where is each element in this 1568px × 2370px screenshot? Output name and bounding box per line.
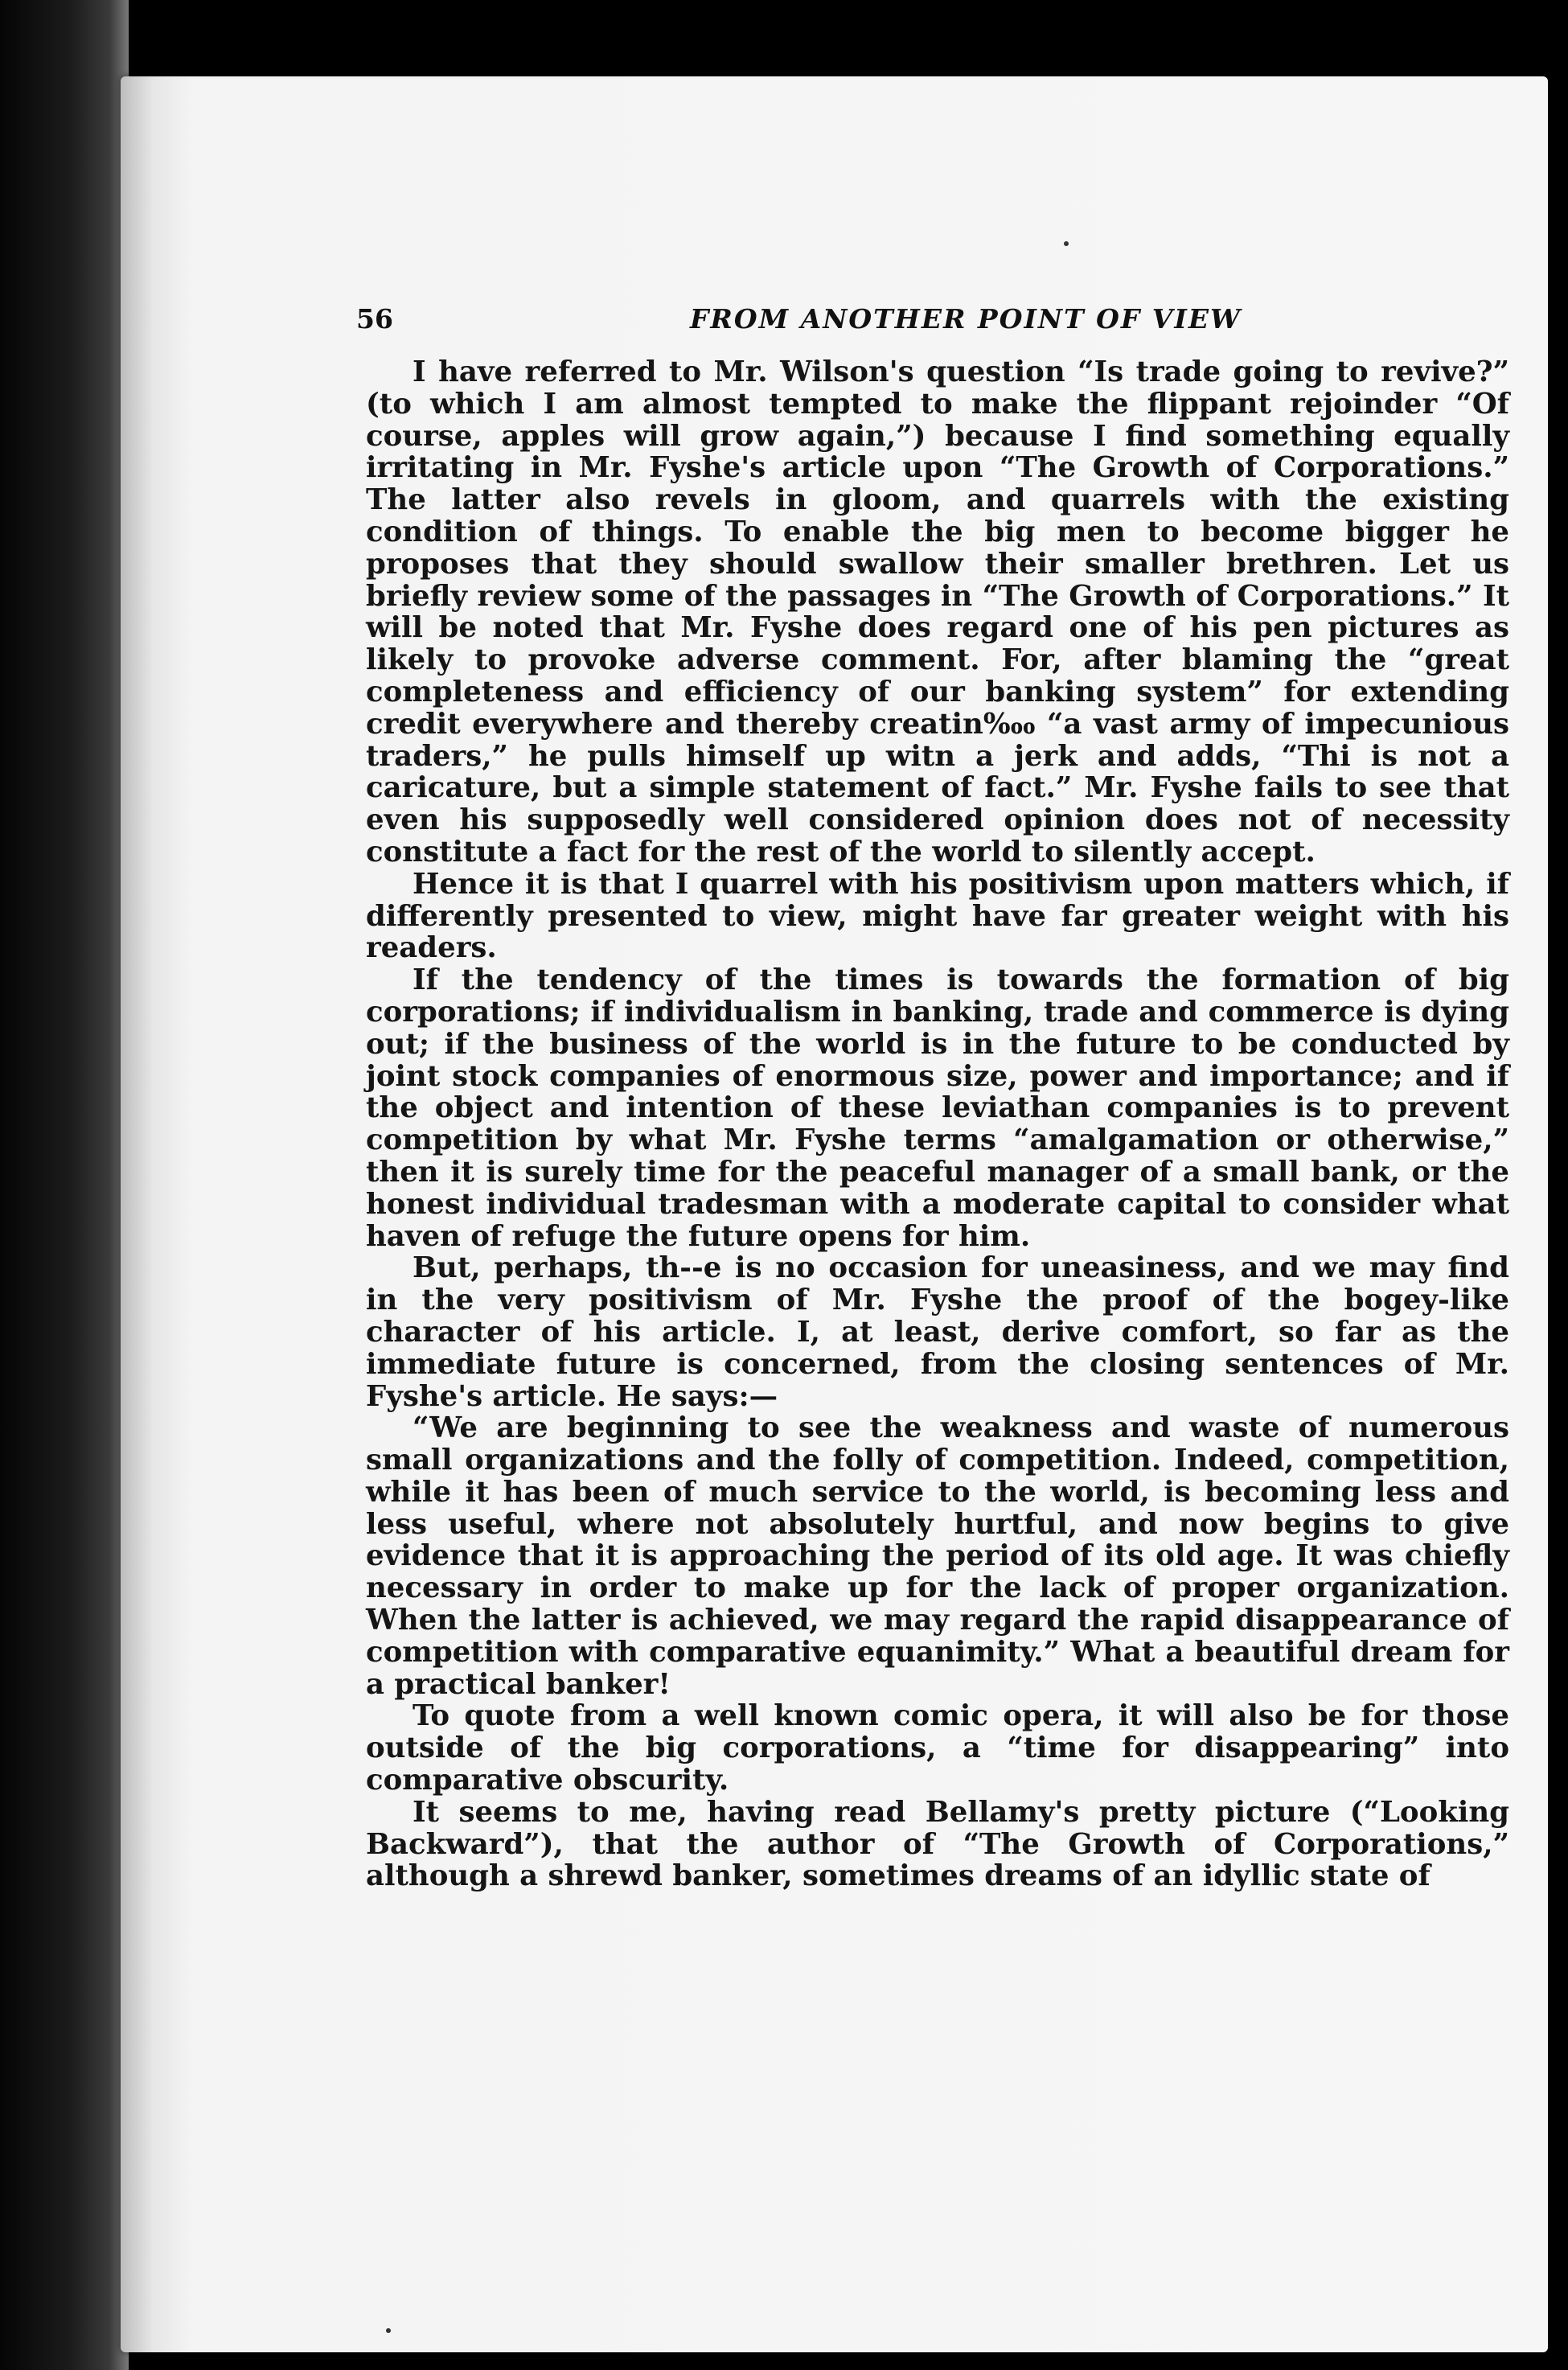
ink-speck (386, 2328, 391, 2333)
paragraph: It seems to me, having read Bellamy's pretty picture (“Looking Backward”), that the author of “The Growth of Corporations,” although a shrewd banker, sometimes dreams of an idyllic state of (366, 1795, 1509, 1893)
paragraph: Hence it is that I quarrel with his positivism upon matters which, if differently presented to view, might have far greater weight with his readers. (366, 867, 1509, 965)
running-title: FROM ANOTHER POINT OF VIEW (689, 303, 1242, 335)
paragraph: If the tendency of the times is towards the formation of big corporations; if individualism in banking, trade and commerce is dying out; if the business of the world is in the future to be conducted by joint stock companies of enormous size, power and importance; and if the object and intention of these leviathan companies is to prevent competition by what Mr. Fyshe terms “amalgamation or otherwise,” then it is surely time for the peaceful manager of a small bank, or the honest individual tradesman with a moderate capital to consider what haven of refuge the future opens for him. (366, 963, 1509, 1253)
page-number: 56 (356, 303, 393, 335)
ink-speck (1064, 241, 1069, 246)
film-gutter (0, 0, 129, 2370)
running-head (356, 303, 1509, 351)
body-text (366, 356, 1509, 1892)
paragraph: But, perhaps, th‑‑e is no occasion for uneasiness, and we may find in the very positivism of Mr. Fyshe the proof of the bogey-like character of his article. I, at least, derive comfort, so far as the immediate future is concerned, from the closing sentences of Mr. Fyshe's article. He says:— (366, 1251, 1509, 1413)
book-page (121, 76, 1548, 2352)
paragraph: I have referred to Mr. Wilson's question “Is trade going to revive?” (to which I am almost tempted to make the flippant rejoinder “Of course, apples will grow again,”) because I find something equally irritating in Mr. Fyshe's article upon “The Growth of Corporations.” The latter also revels in gloom, and quarrels with the existing condition of things. To enable the big men to become bigger he proposes that they should swallow their smaller brethren. Let us briefly review some of the passages in “The Growth of Corporations.” It will be noted that Mr. Fyshe does regard one of his pen pictures as likely to provoke adverse comment. For, after blaming the “great completeness and efficiency of our banking system” for extending credit everywhere and thereby creatin‱ “a vast army of impecunious traders,” he pulls himself up witn a jerk and adds, “Thi is not a caricature, but a simple statement of fact.” Mr. Fyshe fails to see that even his supposedly well considered opinion does not of necessity constitute a fact for the rest of the world to silently accept. (366, 355, 1509, 869)
page-content (356, 303, 1509, 1893)
quoted-paragraph: “We are beginning to see the weakness and waste of numerous small organizations and the folly of competition. Indeed, competition, while it has been of much service to the world, is becoming less and less useful, where not absolutely hurtful, and now begins to give evidence that it is approaching the period of its old age. It was chiefly necessary in order to make up for the lack of proper organization. When the latter is achieved, we may regard the rapid disappearance of competition with comparative equanimity.” What a beautiful dream for a practical banker! (366, 1411, 1509, 1701)
paragraph: To quote from a well known comic opera, it will also be for those outside of the big corporations, a “time for disappearing” into comparative obscurity. (366, 1699, 1509, 1797)
